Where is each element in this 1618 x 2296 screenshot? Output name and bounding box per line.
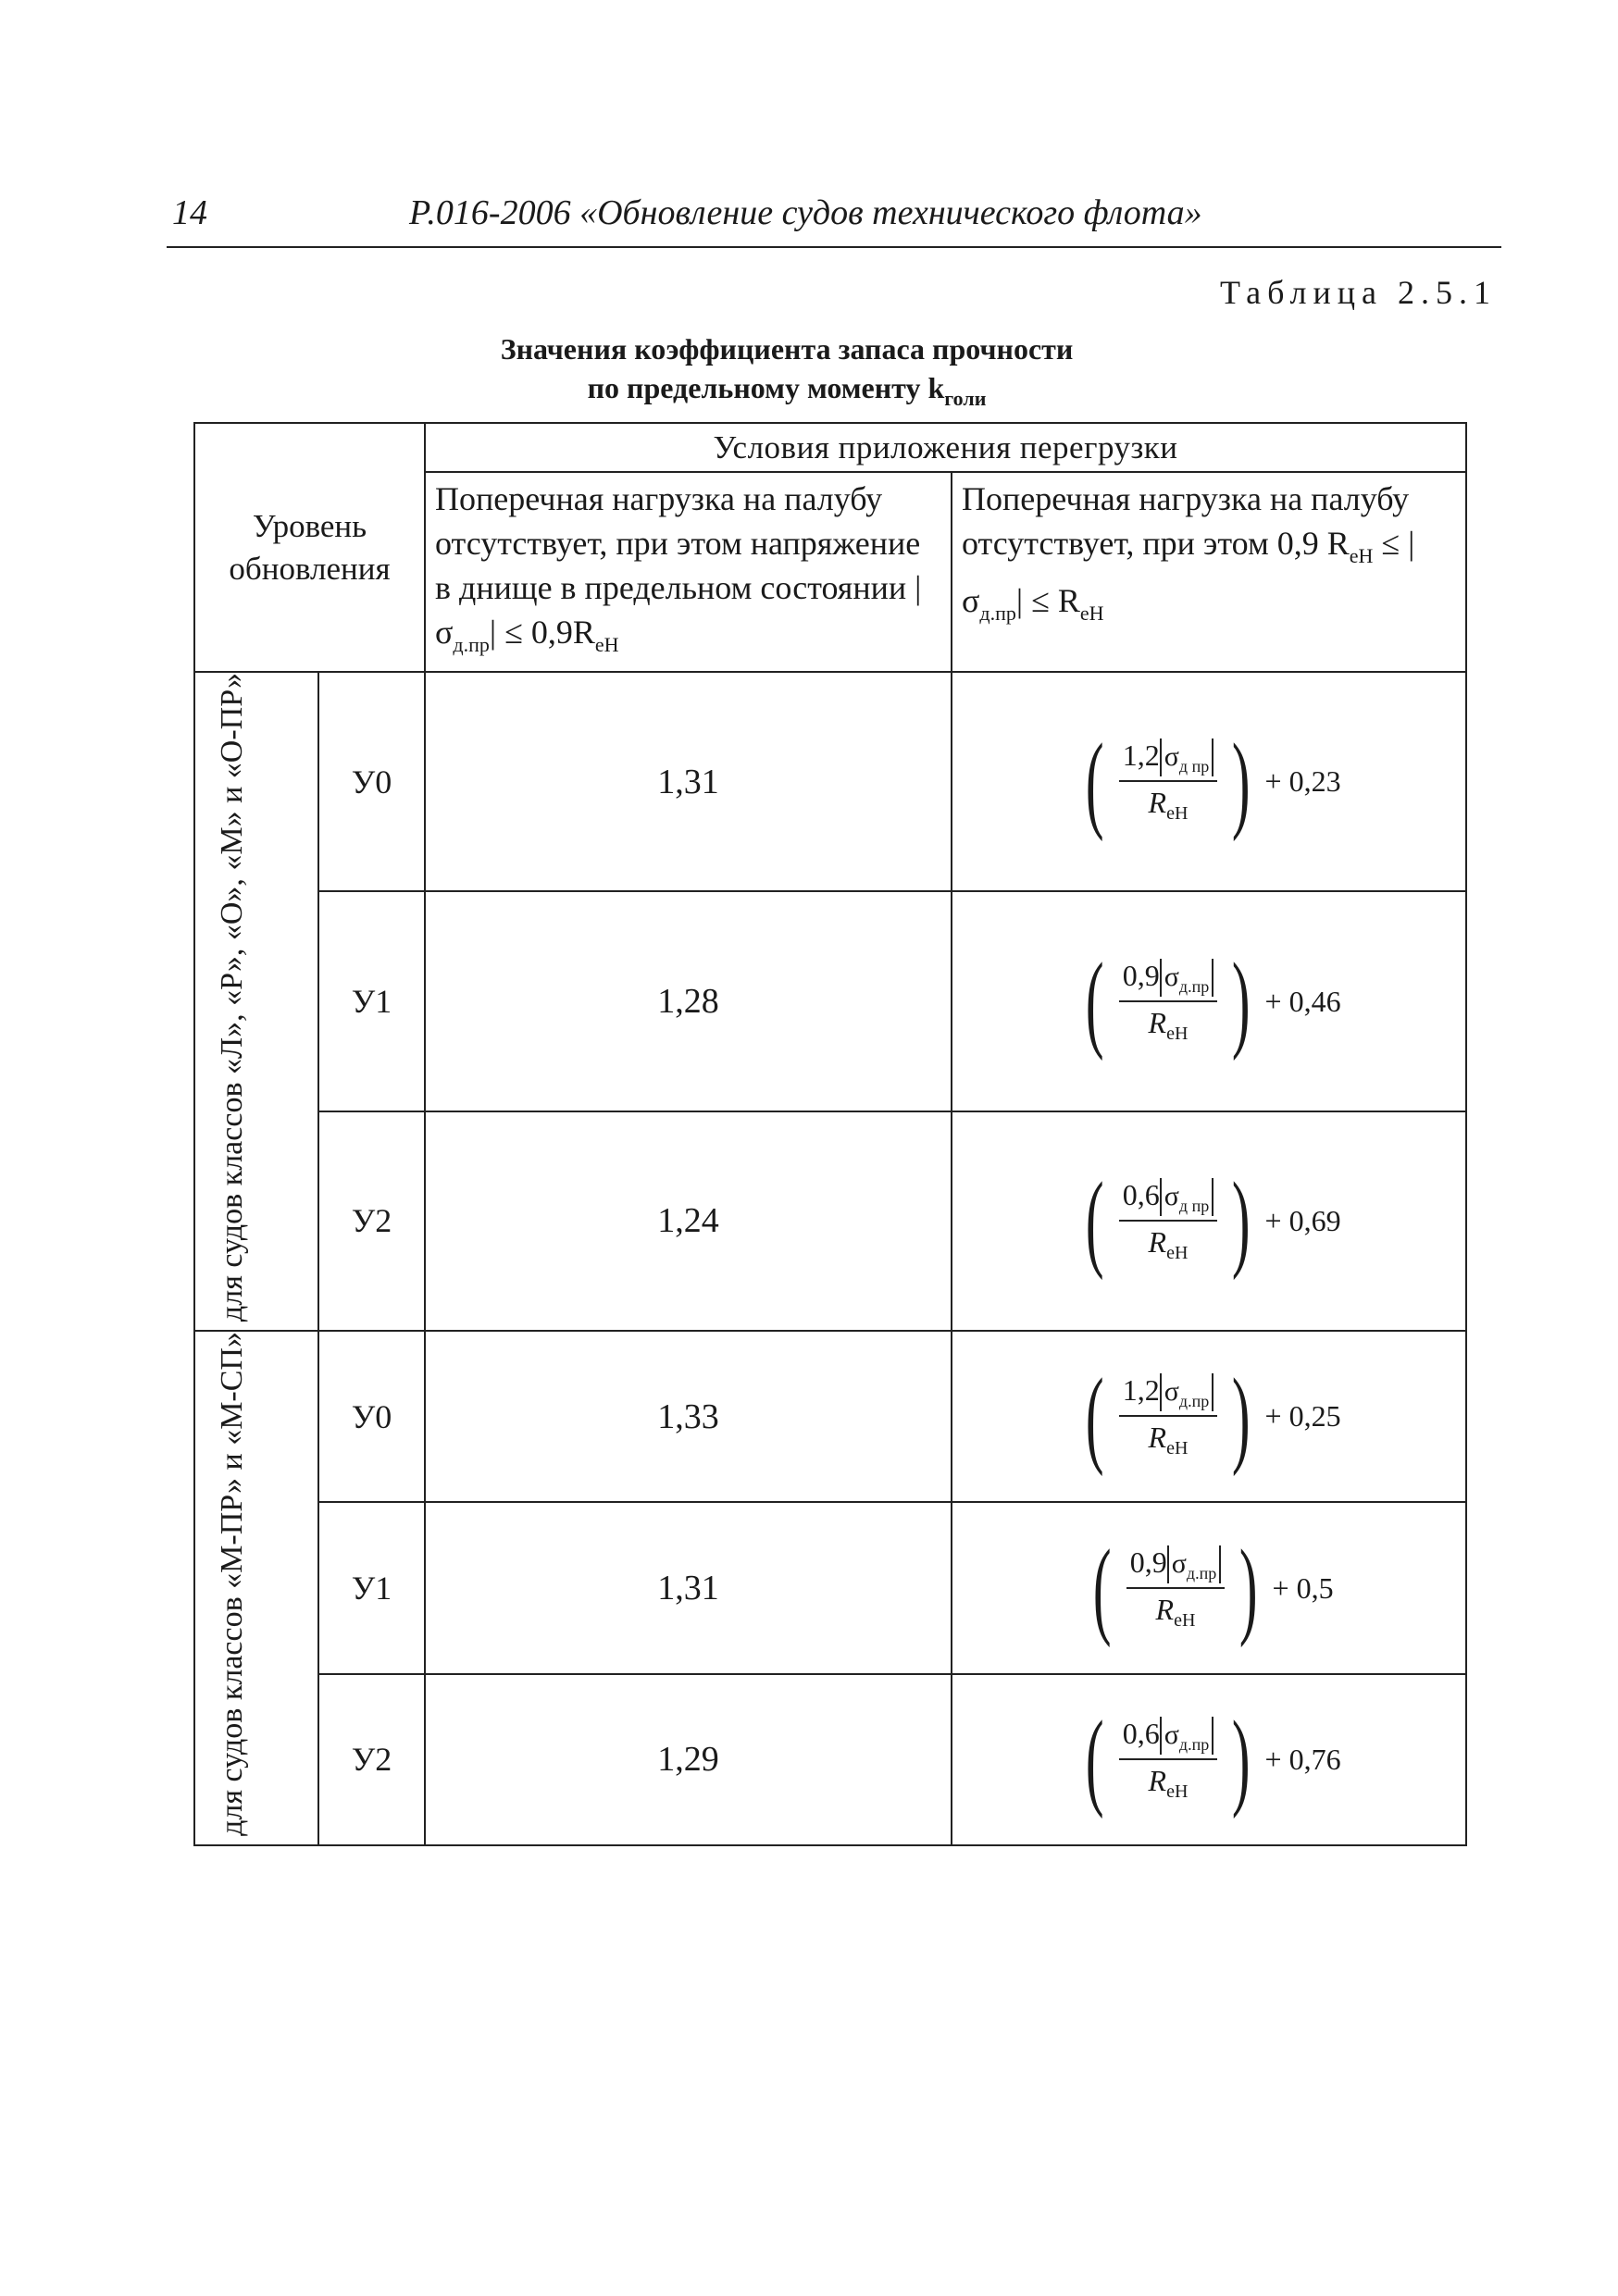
header-level: Уровень обновления — [229, 507, 391, 587]
subheader-1-tail: | ≤ 0,9R — [489, 614, 595, 651]
fraction — [1119, 959, 1217, 1045]
addend: + 0,46 — [1264, 984, 1341, 1018]
sigma-sub: д.пр — [1178, 1392, 1210, 1411]
right-paren: ) — [1232, 1160, 1251, 1282]
subheader-2-text: Поперечная нагрузка на палубу отсутствует, при этом 0,9 R — [962, 480, 1410, 562]
group-label-cell — [194, 672, 318, 1331]
subheader-1-text: Поперечная нагрузка на палубу отсутствует, при этом напряжение в днище в предельном состоянии |σ — [435, 480, 922, 651]
formula-cell — [952, 1111, 1466, 1331]
right-paren: ) — [1232, 720, 1251, 842]
den-sub: еН — [1166, 1242, 1189, 1263]
coefficient: 0,6 — [1122, 1716, 1160, 1750]
value-cell: 1,24 — [425, 1111, 952, 1331]
sigma-sub: д.пр — [1178, 1734, 1210, 1754]
subheader-1-sub: д.пр — [453, 633, 490, 656]
coefficient: 1,2 — [1122, 1373, 1160, 1408]
coefficient: 0,9 — [1129, 1545, 1167, 1579]
addend: + 0,23 — [1264, 764, 1341, 799]
den-sub: еН — [1166, 803, 1189, 825]
value-cell: 1,33 — [425, 1331, 952, 1502]
caption-line-2-subscript: голи — [944, 387, 987, 410]
level-cell: У2 — [318, 1111, 425, 1331]
denominator — [1149, 1222, 1189, 1264]
denominator — [1149, 1002, 1189, 1045]
level-cell: У1 — [318, 1502, 425, 1673]
denominator — [1149, 1417, 1189, 1459]
coefficient: 1,2 — [1122, 738, 1160, 773]
subheader-1-tail-sub: еН — [594, 633, 619, 656]
numerator — [1119, 738, 1217, 782]
coefficient: 0,9 — [1122, 958, 1160, 992]
numerator — [1119, 959, 1217, 1002]
sigma-sub: д пр — [1178, 1196, 1210, 1215]
sigma-abs: $\sigma_{д.пр}$ — [1160, 1373, 1214, 1411]
numerator — [1119, 1717, 1217, 1760]
addend: + 0,76 — [1264, 1742, 1341, 1776]
denominator — [1156, 1589, 1196, 1632]
value-cell: 1,31 — [425, 1502, 952, 1673]
subheader-2-tail-sub: еН — [1079, 602, 1104, 625]
fraction — [1119, 738, 1217, 825]
formula — [1077, 940, 1341, 1062]
left-paren: ( — [1086, 1160, 1104, 1282]
caption-line-1: Значения коэффициента запаса прочности — [500, 332, 1074, 366]
den-symbol: R — [1148, 1421, 1167, 1455]
formula-cell — [952, 1674, 1466, 1845]
den-symbol: R — [1148, 786, 1167, 820]
subheader-condition-2 — [952, 472, 1466, 672]
left-paren: ( — [1086, 1355, 1104, 1477]
formula — [1084, 1527, 1334, 1648]
formula — [1077, 1355, 1341, 1477]
addend: + 0,5 — [1272, 1570, 1334, 1605]
formula — [1077, 720, 1341, 842]
value-cell: 1,28 — [425, 891, 952, 1111]
header-conditions-cell — [425, 423, 1466, 472]
formula-cell — [952, 891, 1466, 1111]
level-cell: У1 — [318, 891, 425, 1111]
right-paren: ) — [1232, 1698, 1251, 1820]
left-paren: ( — [1086, 720, 1104, 842]
level-cell: У0 — [318, 1331, 425, 1502]
subheader-condition-1 — [425, 472, 952, 672]
formula — [1077, 1160, 1341, 1282]
den-sub: еН — [1166, 1023, 1189, 1044]
numerator — [1126, 1545, 1225, 1589]
table-label: Таблица 2.5.1 — [1220, 274, 1497, 311]
table-row — [194, 1331, 1466, 1502]
fraction — [1119, 1373, 1217, 1459]
subheader-2-sub: еН — [1349, 544, 1374, 567]
denominator — [1149, 1760, 1189, 1803]
left-paren: ( — [1093, 1527, 1112, 1648]
numerator — [1119, 1178, 1217, 1222]
addend: + 0,25 — [1264, 1399, 1341, 1433]
fraction — [1126, 1545, 1225, 1632]
numerator — [1119, 1373, 1217, 1417]
den-sub: еН — [1166, 1438, 1189, 1459]
table-row — [194, 1111, 1466, 1331]
den-symbol: R — [1148, 1224, 1167, 1259]
sigma-abs: $\sigma_{д пр}$ — [1160, 1178, 1214, 1216]
level-cell: У0 — [318, 672, 425, 891]
level-cell: У2 — [318, 1674, 425, 1845]
caption-line-2-text: по предельному моменту k — [587, 371, 945, 404]
sigma-abs: $\sigma_{д.пр}$ — [1167, 1545, 1221, 1583]
den-symbol: R — [1148, 1005, 1167, 1039]
strength-coefficient-table — [193, 422, 1467, 1846]
sigma-abs: $\sigma_{д.пр}$ — [1160, 959, 1214, 997]
table-row — [194, 1674, 1466, 1845]
group-label-cell — [194, 1331, 318, 1845]
right-paren: ) — [1232, 1355, 1251, 1477]
right-paren: ) — [1239, 1527, 1258, 1648]
header-conditions: Условия приложения перегрузки — [713, 428, 1178, 465]
header-level-cell — [194, 423, 425, 672]
page-header — [167, 192, 1501, 248]
formula — [1077, 1698, 1341, 1820]
group-label: для судов классов «Л», «Р», «О», «М» и «О-ПР» — [215, 673, 249, 1322]
formula-cell — [952, 1331, 1466, 1502]
table-caption — [370, 329, 1203, 418]
value-cell: 1,31 — [425, 672, 952, 891]
right-paren: ) — [1232, 940, 1251, 1062]
coefficient: 0,6 — [1122, 1177, 1160, 1211]
den-symbol: R — [1148, 1763, 1167, 1797]
formula-cell — [952, 672, 1466, 891]
sigma-abs: $\sigma_{д.пр}$ — [1160, 1717, 1214, 1755]
sigma-sub: д.пр — [1186, 1563, 1217, 1582]
caption-line-2 — [370, 368, 1203, 418]
subheader-2-mid-sub: д.пр — [979, 602, 1016, 625]
formula-cell — [952, 1502, 1466, 1673]
table-row — [194, 672, 1466, 891]
subheader-2-mid: ≤ |σ — [962, 525, 1415, 619]
left-paren: ( — [1086, 940, 1104, 1062]
sigma-sub: д.пр — [1178, 976, 1210, 996]
denominator — [1149, 782, 1189, 825]
table-row — [194, 1502, 1466, 1673]
fraction — [1119, 1717, 1217, 1803]
left-paren: ( — [1086, 1698, 1104, 1820]
sigma-abs: $\sigma_{д пр}$ — [1160, 738, 1214, 776]
subheader-2-tail: | ≤ R — [1015, 582, 1080, 619]
den-sub: еН — [1174, 1609, 1196, 1631]
sigma-sub: д пр — [1178, 757, 1210, 776]
addend: + 0,69 — [1264, 1203, 1341, 1237]
page-number: 14 — [172, 193, 207, 232]
den-sub: еН — [1166, 1781, 1189, 1802]
group-label: для судов классов «М-ПР» и «М-СП» — [215, 1332, 249, 1836]
table-row — [194, 891, 1466, 1111]
fraction — [1119, 1178, 1217, 1264]
den-symbol: R — [1155, 1592, 1175, 1626]
running-title: Р.016-2006 «Обновление судов технического флота» — [409, 193, 1202, 232]
value-cell: 1,29 — [425, 1674, 952, 1845]
